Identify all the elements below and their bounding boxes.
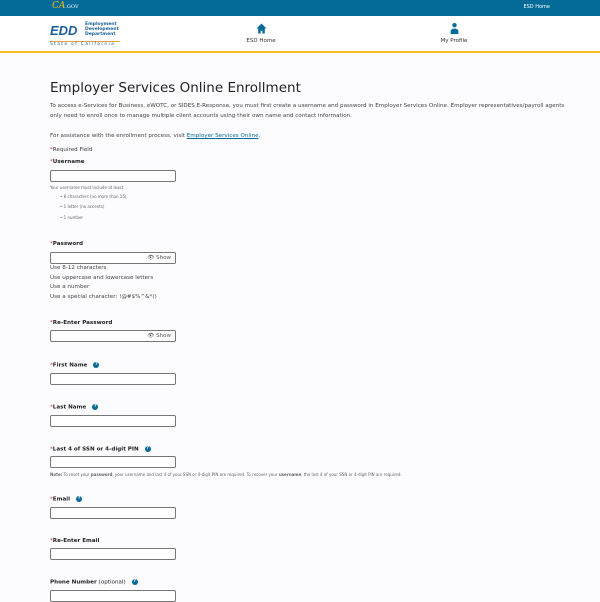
- reset-note: [50, 472, 570, 477]
- help-icon[interactable]: ?: [146, 446, 149, 451]
- ssn-label: *Last 4 of SSN or 4-digit PIN ?: [50, 446, 149, 453]
- help-icon[interactable]: ?: [93, 404, 97, 409]
- edd-logo-sub: [85, 22, 119, 37]
- edd-logo-text: EDD: [50, 23, 78, 38]
- logo-sub-line: Department: [85, 32, 116, 37]
- username-label: *Username: [50, 159, 85, 165]
- label-text: Re-Enter Password: [52, 320, 113, 326]
- optional-text: (optional): [98, 579, 126, 586]
- note-text: , the last 4 of your SSN or 4-digit PIN are required.: [301, 472, 402, 477]
- required-field-note: *Required Field: [50, 147, 93, 153]
- note-text: , your username and last 4 of your SSN or 4-digit PIN are required. To recover your: [112, 472, 279, 477]
- note-bold: username: [278, 472, 302, 477]
- logo-sub-line: Development: [85, 27, 119, 32]
- edd-logo[interactable]: [50, 22, 120, 48]
- header: [0, 16, 600, 53]
- assist-suffix: .: [258, 133, 261, 139]
- label-text: Email: [52, 496, 71, 503]
- label-text: Password: [52, 241, 83, 247]
- reenter-password-label: *Re-Enter Password: [50, 320, 113, 326]
- password-rule: Use uppercase and lowercase letters: [50, 274, 154, 281]
- ssn-input[interactable]: [50, 456, 176, 468]
- label-text: Phone Number: [50, 579, 97, 586]
- assistance-text: [50, 131, 260, 141]
- show-label: Show: [156, 255, 171, 261]
- home-icon: [256, 23, 267, 34]
- note-prefix: Note:: [50, 472, 63, 477]
- help-icon[interactable]: ?: [133, 579, 137, 584]
- rule-text: 1 number: [63, 215, 84, 220]
- reenter-email-label: *Re-Enter Email: [50, 538, 100, 544]
- esd-home-link[interactable]: ESD Home: [523, 4, 550, 10]
- password-label: *Password: [50, 241, 83, 247]
- show-password-button[interactable]: 👁 Show: [147, 333, 171, 339]
- help-icon[interactable]: ?: [95, 362, 98, 367]
- password-rule: Use a number: [50, 284, 90, 291]
- username-hint: Your username must include at least:: [50, 185, 125, 190]
- rule-text: 8 characters (no more than 15): [63, 194, 127, 199]
- last-name-label: *Last Name ?: [50, 404, 97, 411]
- nav-label: My Profile: [440, 38, 468, 44]
- last-name-input[interactable]: [50, 415, 176, 427]
- password-rules: [50, 264, 157, 303]
- rule-text: 1 letter (no accents): [63, 204, 105, 209]
- phone-input[interactable]: [50, 590, 176, 602]
- show-password-button[interactable]: 👁 Show: [147, 255, 171, 261]
- label-text: Re-Enter Email: [52, 538, 100, 544]
- page-title: Employer Services Online Enrollment: [50, 80, 301, 96]
- nav-my-profile[interactable]: [424, 23, 484, 44]
- label-text: Last Name: [52, 404, 87, 411]
- note-bold: password: [90, 472, 113, 477]
- intro-text: To access e-Services for Business, eWOTC, or SIDES E-Response, you must first create a username and password in Employer Services Online. Employer representatives/payroll agents only need to enroll once to manage multiple client accounts using their own name and contact information.: [50, 103, 565, 119]
- reenter-password-input[interactable]: [50, 330, 176, 342]
- logo-state: State of California: [50, 41, 120, 47]
- first-name-input[interactable]: [50, 373, 176, 385]
- email-label: *Email ?: [50, 496, 81, 503]
- show-label: Show: [156, 333, 171, 339]
- help-icon[interactable]: ?: [77, 496, 81, 501]
- password-rule: Use 8-12 characters: [50, 265, 107, 271]
- label-text: First Name: [52, 362, 88, 369]
- phone-label: [50, 579, 138, 586]
- assist-prefix: For assistance with the enrollment process, visit: [50, 133, 187, 139]
- username-input[interactable]: [50, 170, 176, 182]
- user-icon: [449, 23, 460, 34]
- top-bar: [0, 0, 600, 16]
- password-input[interactable]: [50, 252, 176, 264]
- label-text: Username: [52, 159, 85, 165]
- email-input[interactable]: [50, 507, 176, 519]
- first-name-label: *First Name ?: [50, 362, 98, 369]
- ca-gov-logo[interactable]: CA.GOV: [52, 1, 79, 11]
- note-text: To reset your: [62, 472, 91, 477]
- password-rule: Use a special character: !@#$%^&*(): [50, 294, 157, 301]
- required-note-text: Required Field: [52, 147, 93, 153]
- nav-label: ESD Home: [246, 38, 276, 44]
- logo-sub-line: Employment: [85, 22, 117, 27]
- nav-esd-home[interactable]: [231, 23, 291, 44]
- username-rule: • 1 number: [60, 215, 84, 220]
- username-rule: • 8 characters (no more than 15): [60, 194, 127, 199]
- employer-services-online-link[interactable]: Employer Services Online: [186, 133, 259, 139]
- username-rule: • 1 letter (no accents): [60, 204, 105, 209]
- label-text: Last 4 of SSN or 4-digit PIN: [52, 446, 139, 453]
- reenter-email-input[interactable]: [50, 548, 176, 560]
